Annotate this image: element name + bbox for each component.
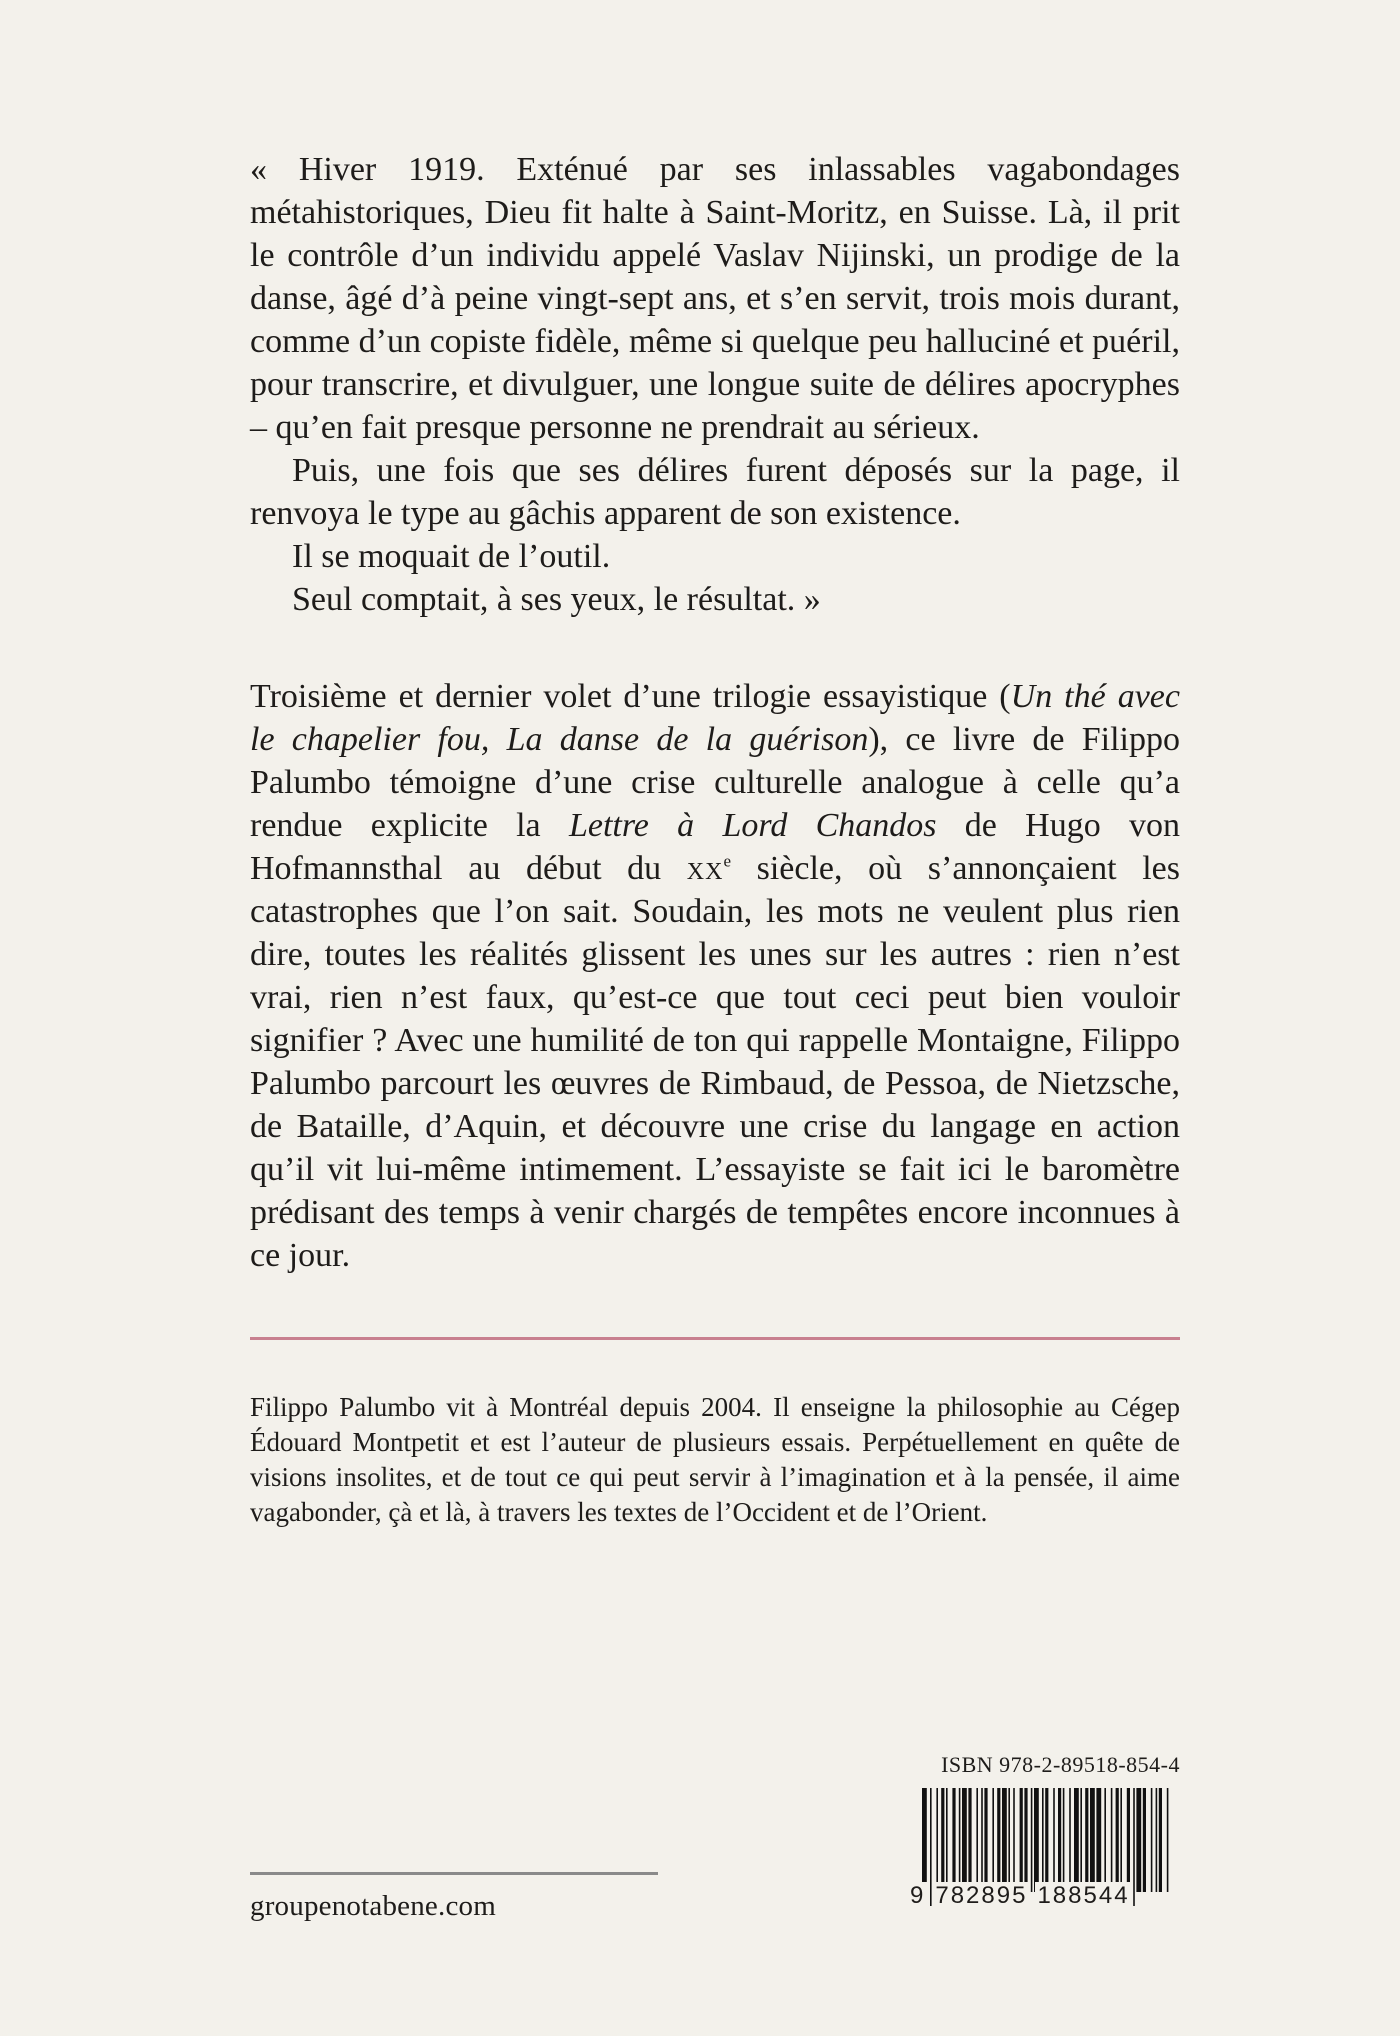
barcode-bar: [1143, 1788, 1146, 1892]
quote-paragraph-1: « Hiver 1919. Exténué par ses inlassables vagabondages métahistoriques, Dieu fit halte à Saint-Moritz, en Suisse. Là, il prit le contrôle d’un individu appelé Vaslav Nijinski, un prodige de la danse, âgé d’à peine vingt-sept ans, et s’en servit, trois mois durant, comme d’un copiste fidèle, même si quelque peu halluciné et puéril, pour transcrire, et divulguer, une longue suite de délires apocryphes – qu’en fait presque personne ne prendrait au sérieux.: [250, 151, 1180, 446]
barcode-bar: [1151, 1788, 1153, 1892]
description-text-4: siècle, où s’annonçaient les catastrophes que l’on sait. Soudain, les mots ne veulent plus rien dire, toutes les réalités glissent les unes sur les autres : rien n’est vrai, rien n’est faux, qu’est-ce que tout ceci peut bien vouloir signifier ? Avec une humilité de ton qui rappelle Montaigne, Filippo Palumbo parcourt les œuvres de Rimbaud, de Pessoa, de Nietzsche, de Bataille, d’Aquin, et découvre une crise du langage en action qu’il vit lui-même intimement. L’essayiste se fait ici le baromètre prédisant des temps à venir chargés de tempêtes encore inconnues à ce jour.: [250, 850, 1180, 1274]
barcode-bar: [1013, 1788, 1015, 1892]
barcode-bar: [976, 1788, 978, 1892]
barcode-bar: [941, 1788, 944, 1892]
barcode-digit-lead: 9: [910, 1882, 926, 1909]
barcode-bar: [1156, 1788, 1158, 1892]
barcode-digits: [908, 1882, 1178, 1910]
barcode-bar: [1053, 1788, 1055, 1892]
description-text-1: Troisième et dernier volet d’une trilogie essayistique (: [250, 678, 1011, 715]
barcode-bar: [1069, 1788, 1071, 1892]
barcode-bar: [992, 1788, 994, 1892]
barcode-bar: [1159, 1788, 1162, 1892]
back-cover-content: [250, 148, 1180, 1530]
barcode-bar: [962, 1788, 967, 1892]
description-paragraph: [250, 675, 1180, 1277]
barcode-bar: [1063, 1788, 1065, 1892]
barcode-bar: [1002, 1788, 1007, 1892]
barcode-bar: [1116, 1788, 1119, 1892]
barcode-bar: [984, 1788, 987, 1892]
barcode-bar: [1136, 1788, 1141, 1892]
barcode-bar: [1085, 1788, 1088, 1892]
barcode-bar: [1104, 1788, 1106, 1892]
trilogy-titles: Un thé avec le chapelier fou, La danse de la guérison: [250, 678, 1180, 758]
barcode-bar: [952, 1788, 955, 1892]
description-text-3: de Hugo von Hofmannsthal au début du: [250, 807, 1180, 887]
description-text-2: ), ce livre de Filippo Palumbo témoigne d’une crise culturelle analogue à celle qu’a rendue explicite la: [250, 721, 1180, 844]
barcode-bar: [1024, 1788, 1027, 1892]
isbn-label: ISBN 978-2-89518-854-4: [941, 1752, 1180, 1777]
chandos-title: Lettre à Lord Chandos: [568, 807, 937, 844]
barcode-bar: [959, 1788, 961, 1892]
barcode-bar: [968, 1788, 971, 1892]
century-superscript: e: [723, 851, 731, 871]
barcode-bar: [1008, 1788, 1010, 1892]
website-divider: [250, 1872, 658, 1875]
quote-paragraph-3: Il se moquait de l’outil.: [292, 538, 611, 575]
barcode-bar: [1045, 1788, 1048, 1892]
barcode-bar: [997, 1788, 1000, 1892]
opening-quote: [250, 148, 1180, 621]
barcode-bar: [1080, 1788, 1082, 1892]
barcode-digits-right: 188544: [1037, 1882, 1130, 1909]
publisher-website: groupenotabene.com: [250, 1890, 496, 1922]
barcode-bar: [1167, 1788, 1169, 1892]
barcode-bar: [1034, 1788, 1039, 1892]
book-description: [250, 675, 1180, 1277]
author-bio-text: Filippo Palumbo vit à Montréal depuis 2004. Il enseigne la philosophie au Cégep Édouard Montpetit et est l’auteur de plusieurs essais. Perpétuellement en quête de visions insolites, et de tout ce qui peut servir à l’imagination et à la pensée, il aime vagabonder, çà et là, à travers les textes de l’Occident et de l’Orient.: [250, 1392, 1180, 1527]
quote-paragraph-2: Puis, une fois que ses délires furent déposés sur la page, il renvoya le type au gâchis apparent de son existence.: [250, 452, 1180, 532]
barcode-bar: [1058, 1788, 1061, 1892]
barcode-bar: [1042, 1788, 1044, 1892]
barcode-digits-left: 782895: [935, 1882, 1028, 1909]
barcode-bar: [1096, 1788, 1101, 1892]
barcode-bar: [936, 1788, 938, 1892]
barcode-bar: [981, 1788, 983, 1892]
barcode-bar: [1074, 1788, 1079, 1892]
barcode-bar: [1031, 1788, 1033, 1892]
quote-paragraph-4: Seul comptait, à ses yeux, le résultat. »: [292, 581, 821, 618]
barcode-bar: [1020, 1788, 1023, 1892]
barcode-bar: [946, 1788, 948, 1892]
barcode-bar: [1111, 1788, 1113, 1892]
barcode-bar: [1120, 1788, 1122, 1892]
century-numeral: xx: [686, 850, 724, 887]
section-divider: [250, 1337, 1180, 1340]
author-bio: [250, 1390, 1180, 1530]
barcode-bar: [1090, 1788, 1095, 1892]
